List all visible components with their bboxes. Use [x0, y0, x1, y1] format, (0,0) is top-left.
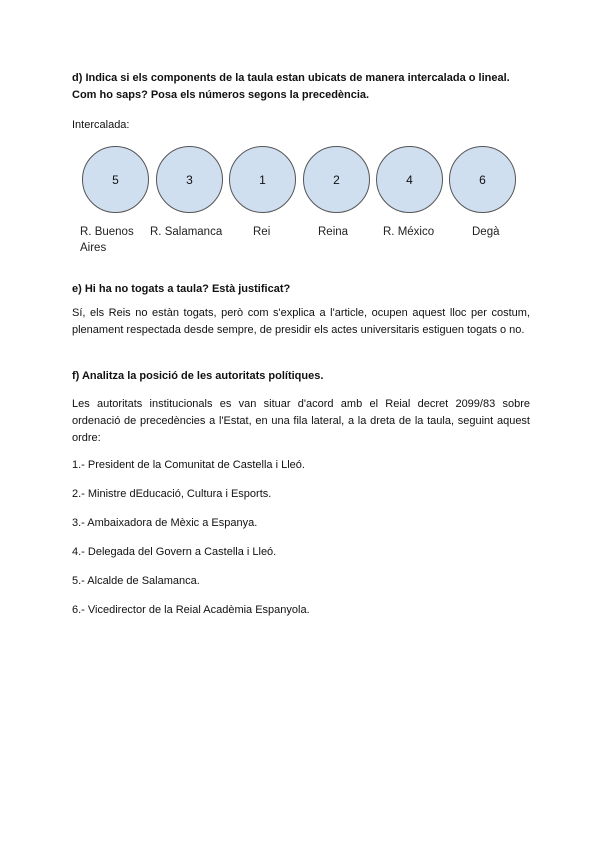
seat-label: R. Buenos Aires: [80, 226, 134, 254]
seat-circle: 6: [449, 146, 516, 213]
seat-label: R. México: [383, 226, 435, 238]
question-e: e) Hi ha no togats a taula? Està justificat?: [72, 283, 291, 295]
answer-e: Sí, els Reis no estàn togats, però com s'explica a l'article, ocupen aquest lloc per costum, plenament respectada desde sempre, de presidir els actes universitaris estiguen togats o no.: [72, 307, 530, 336]
list-item: 4.- Delegada del Govern a Castella i Lleó.: [72, 546, 277, 558]
list-item: 1.- President de la Comunitat de Castella i Lleó.: [72, 459, 305, 471]
list-item: 2.- Ministre dEducació, Cultura i Esports.: [72, 488, 272, 500]
list-item: 5.- Alcalde de Salamanca.: [72, 575, 200, 587]
question-d: d) Indica si els components de la taula estan ubicats de manera intercalada o lineal. Com ho saps? Posa els números segons la precedència.: [72, 72, 510, 101]
seat-label: Rei: [253, 226, 271, 238]
seating-diagram: [72, 144, 530, 264]
seat-label: Degà: [472, 226, 500, 238]
seat-circle: 3: [156, 146, 223, 213]
seat-circle: 2: [303, 146, 370, 213]
seat-circle: 4: [376, 146, 443, 213]
seat-circle: 1: [229, 146, 296, 213]
list-item: 6.- Vicedirector de la Reial Acadèmia Espanyola.: [72, 604, 310, 616]
seat-label: Reina: [318, 226, 349, 238]
seat-label: R. Salamanca: [150, 226, 223, 238]
answer-f-intro: Les autoritats institucionals es van situar d'acord amb el Reial decret 2099/83 sobre ordenació de precedències a l'Estat, en una fila lateral, a la dreta de la taula, seguint aquest ordre:: [72, 398, 530, 444]
seat-circle: 5: [82, 146, 149, 213]
answer-d-label: Intercalada:: [72, 119, 130, 131]
question-f: f) Analitza la posició de les autoritats polítiques.: [72, 370, 324, 382]
list-item: 3.- Ambaixadora de Mèxic a Espanya.: [72, 517, 258, 529]
